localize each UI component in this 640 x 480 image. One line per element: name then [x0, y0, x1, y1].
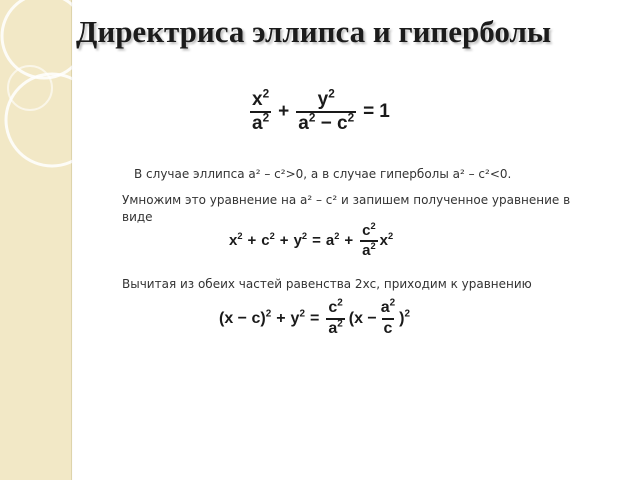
fraction-c-over-a: $\frac{c^2}{a^2}$: [362, 220, 376, 259]
fraction-x-over-a: $\frac{x^2}{a^2}$: [252, 87, 270, 134]
fraction-y-over-a-minus-c: $\frac{y^2}{a^2 - c^2}$: [298, 87, 355, 134]
formula-ellipse-equation: $\frac{x^2}{a^2}$ + $\frac{y^2}{a^2 - c^2}$ = 1: [252, 87, 390, 134]
text-ellipse-hyperbola-condition: В случае эллипса а² – с²>0, а в случае гиперболы а² – с²<0.: [134, 167, 512, 181]
formula-multiplied-equation: $x^2$ + $c^2$ + $y^2$ = $a^2$ + $\frac{c^2}{a^2}$ $x^2$: [229, 220, 394, 259]
decorative-side-panel: [0, 0, 72, 480]
slide-title: Директриса эллипса и гиперболы: [76, 14, 552, 49]
fraction-a-squared-over-c: $\frac{a^2}{c}$: [380, 297, 396, 337]
fraction-c-squared-over-a-squared: $\frac{c^2}{a^2}$: [328, 297, 343, 337]
text-subtract-2xc: Вычитая из обеих частей равенства 2хс, приходим к уравнению: [122, 277, 532, 291]
text-multiply-equation: Умножим это уравнение на а² – с² и запишем полученное уравнение в виде: [122, 193, 571, 224]
formula-directrix-equation: $(x - c)^2$ + $y^2$ = $\frac{c^2}{a^2}$ (x − $\frac{a^2}{c}$ )$^2$: [219, 297, 411, 337]
